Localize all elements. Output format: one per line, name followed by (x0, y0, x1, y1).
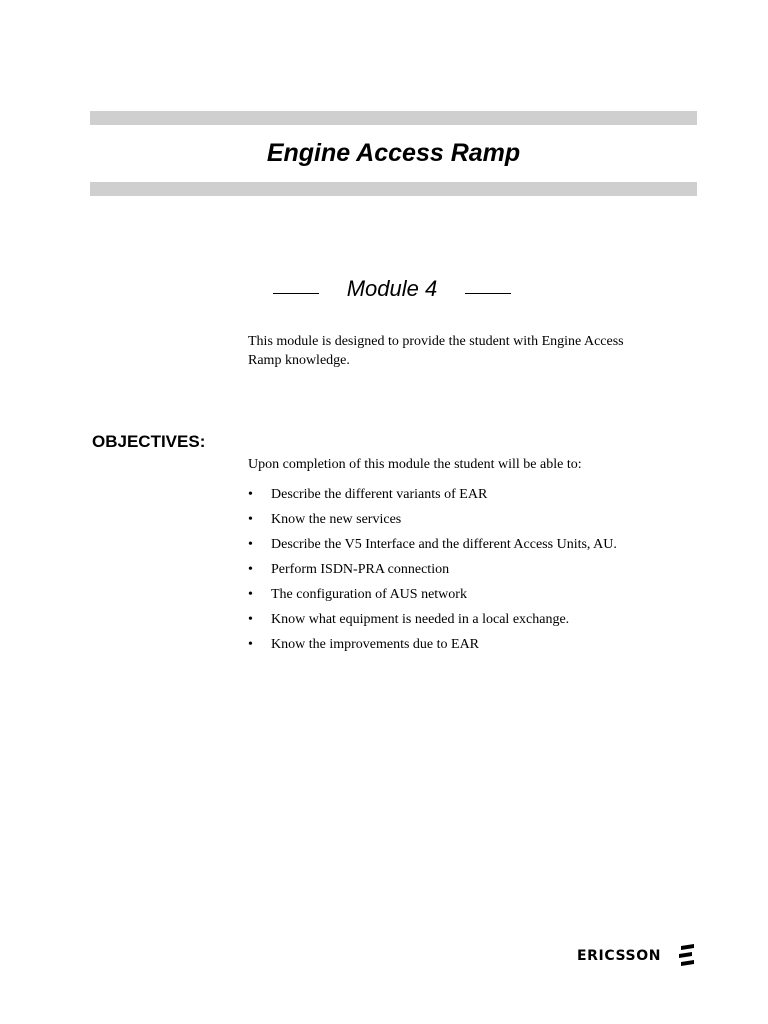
bullet-icon: • (248, 587, 253, 602)
bullet-icon: • (248, 487, 253, 502)
header-rule-top (90, 111, 697, 125)
objectives-heading: OBJECTIVES: (92, 432, 206, 451)
module-rule-right (465, 293, 511, 294)
objective-text: Perform ISDN-PRA connection (271, 562, 450, 577)
list-item (248, 485, 638, 504)
bullet-icon: • (248, 562, 253, 577)
list-item (248, 560, 638, 579)
objective-text: Describe the V5 Interface and the different Access Units, AU. (271, 537, 617, 552)
ericsson-logo (577, 944, 697, 968)
bullet-icon: • (248, 637, 253, 652)
bullet-icon: • (248, 512, 253, 527)
document-title: Engine Access Ramp (266, 139, 521, 167)
list-item (248, 510, 638, 529)
bullet-icon: • (248, 537, 253, 552)
list-item (248, 610, 638, 629)
objective-text: Describe the different variants of EAR (271, 487, 488, 502)
module-heading (272, 274, 512, 304)
module-label: Module 4 (346, 276, 438, 301)
objectives-lead: Upon completion of this module the student will be able to: (248, 457, 582, 472)
objectives-list (248, 485, 638, 660)
list-item (248, 635, 638, 654)
objective-text: Know what equipment is needed in a local exchange. (271, 612, 570, 627)
list-item (248, 585, 638, 604)
module-rule-left (273, 293, 319, 294)
list-item (248, 535, 638, 554)
objective-text: Know the new services (271, 512, 402, 527)
module-intro: This module is designed to provide the student with Engine Access Ramp knowledge. (248, 334, 624, 368)
logo-wordmark: ERICSSON (577, 948, 662, 964)
header-rule-bottom (90, 182, 697, 196)
objective-text: The configuration of AUS network (271, 587, 467, 602)
objective-text: Know the improvements due to EAR (271, 637, 480, 652)
bullet-icon: • (248, 612, 253, 627)
ericsson-mark-icon (677, 944, 697, 968)
